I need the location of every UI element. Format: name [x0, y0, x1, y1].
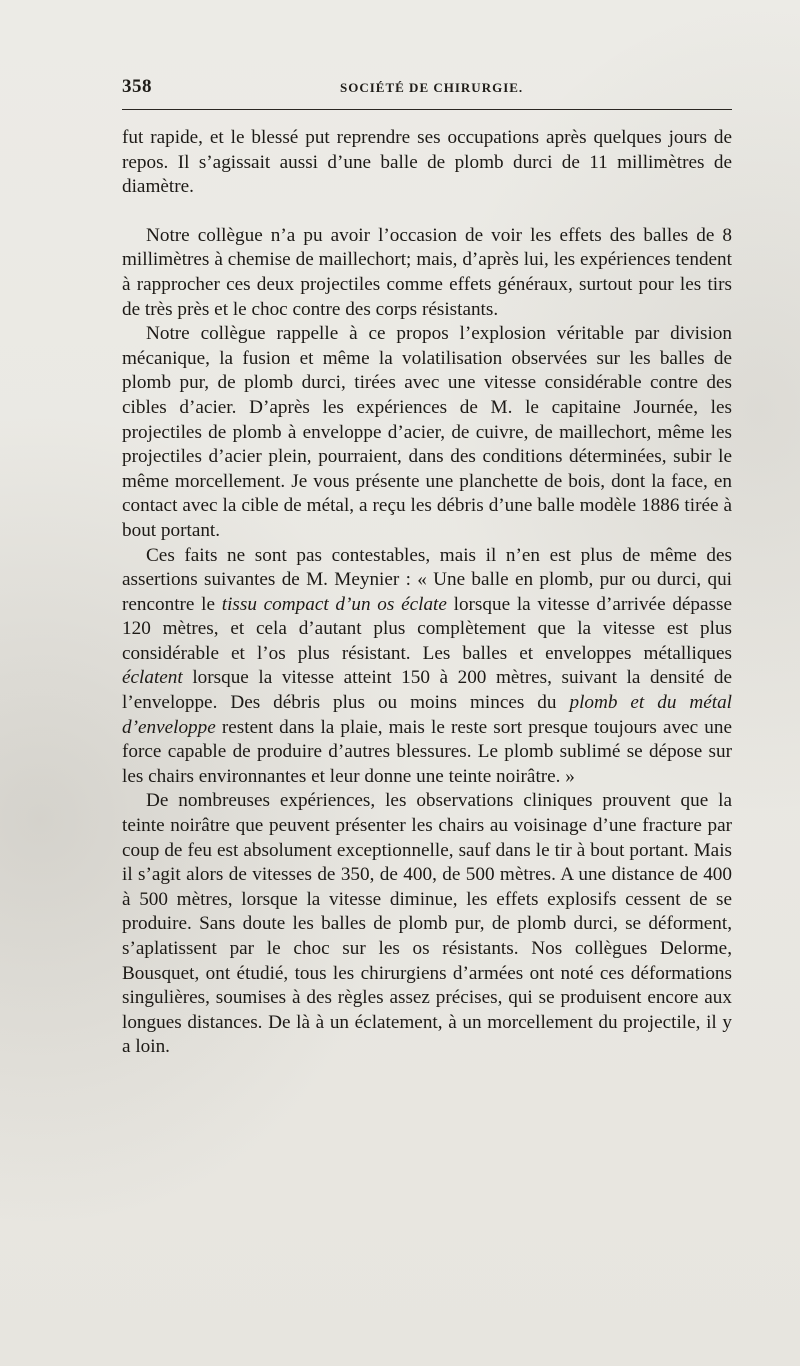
- italic-run: éclatent: [122, 667, 183, 689]
- paragraph: Notre collègue rappelle à ce propos l’explosion véritable par division mécanique, la fusion et même la volatilisation observées sur les balles de plomb pur, de plomb durci, tirées avec une vitesse considérable contre des cibles d’acier. D’après les expériences de M. le capitaine Journée, les projectiles de plomb à enveloppe d’acier, de cuivre, de maillechort, même les projectiles d’acier plein, pourraient, dans des conditions déterminées, subir le même morcellement. Je vous présente une planchette de bois, dont la face, en contact avec la cible de métal, a reçu les débris d’une balle modèle 1886 tirée à bout portant.: [122, 323, 732, 541]
- paragraph-quote: [122, 544, 732, 790]
- running-head: SOCIÉTÉ DE CHIRURGIE.: [340, 80, 524, 95]
- body-text: [122, 126, 732, 1060]
- text-run: lorsque la vitesse atteint 150 à 200 mètres, suivant la densité de l’enveloppe. Des débris plus ou moins minces du: [122, 667, 732, 714]
- italic-run: tissu compact d’un os éclate: [221, 593, 447, 615]
- page-number: 358: [122, 76, 152, 97]
- text-run: lorsque la vitesse d’arrivée dépasse 120 mètres, et cela d’autant plus complètement que la vitesse est plus considérable et l’os plus résistant. Les balles et enveloppes métalliques: [122, 593, 732, 664]
- paragraph: Notre collègue n’a pu avoir l’occasion de voir les effets des balles de 8 millimètres à chemise de maillechort; mais, d’après lui, les expériences tendent à rapprocher ces deux projectiles comme effets généraux, surtout pour les tirs de très près et le choc contre des corps résistants.: [122, 224, 732, 320]
- page-header: [122, 76, 732, 102]
- paragraph-continuation: fut rapide, et le blessé put reprendre ses occupations après quelques jours de repos. Il s’agissait aussi d’une balle de plomb durci de 11 millimètres de diamètre.: [122, 127, 732, 198]
- text-run: restent dans la plaie, mais le reste sort presque toujours avec une force capable de produire d’autres blessures. Le plomb sublimé se dépose sur les chairs environnantes et leur donne une teinte noirâtre. »: [122, 716, 732, 787]
- italic-run: plomb et du métal d’enveloppe: [122, 692, 733, 738]
- text-run: Ces faits ne sont pas contestables, mais il n’en est plus de même des assertions suivantes de M. Meynier : « Une balle en plomb, pur ou durci, qui rencontre le: [122, 544, 732, 615]
- header-rule: [122, 109, 732, 110]
- paragraph: De nombreuses expériences, les observations cliniques prouvent que la teinte noirâtre que peuvent présenter les chairs au voisinage d’une fracture par coup de feu est absolument exceptionnelle, sauf dans le tir à bout portant. Mais il s’agit alors de vitesses de 350, de 400, de 500 mètres. A une distance de 400 à 500 mètres, lorsque la vitesse diminue, les effets explosifs cessent de se produire. Sans doute les balles de plomb pur, de plomb durci, se déforment, s’aplatissent par le choc sur les os résistants. Nos collègues Delorme, Bousquet, ont étudié, tous les chirurgiens d’armées ont noté ces déformations singulières, soumises à des règles assez précises, qui se produisent encore aux longues distances. De là à un éclatement, à un morcellement du projectile, il y a loin.: [122, 790, 732, 1058]
